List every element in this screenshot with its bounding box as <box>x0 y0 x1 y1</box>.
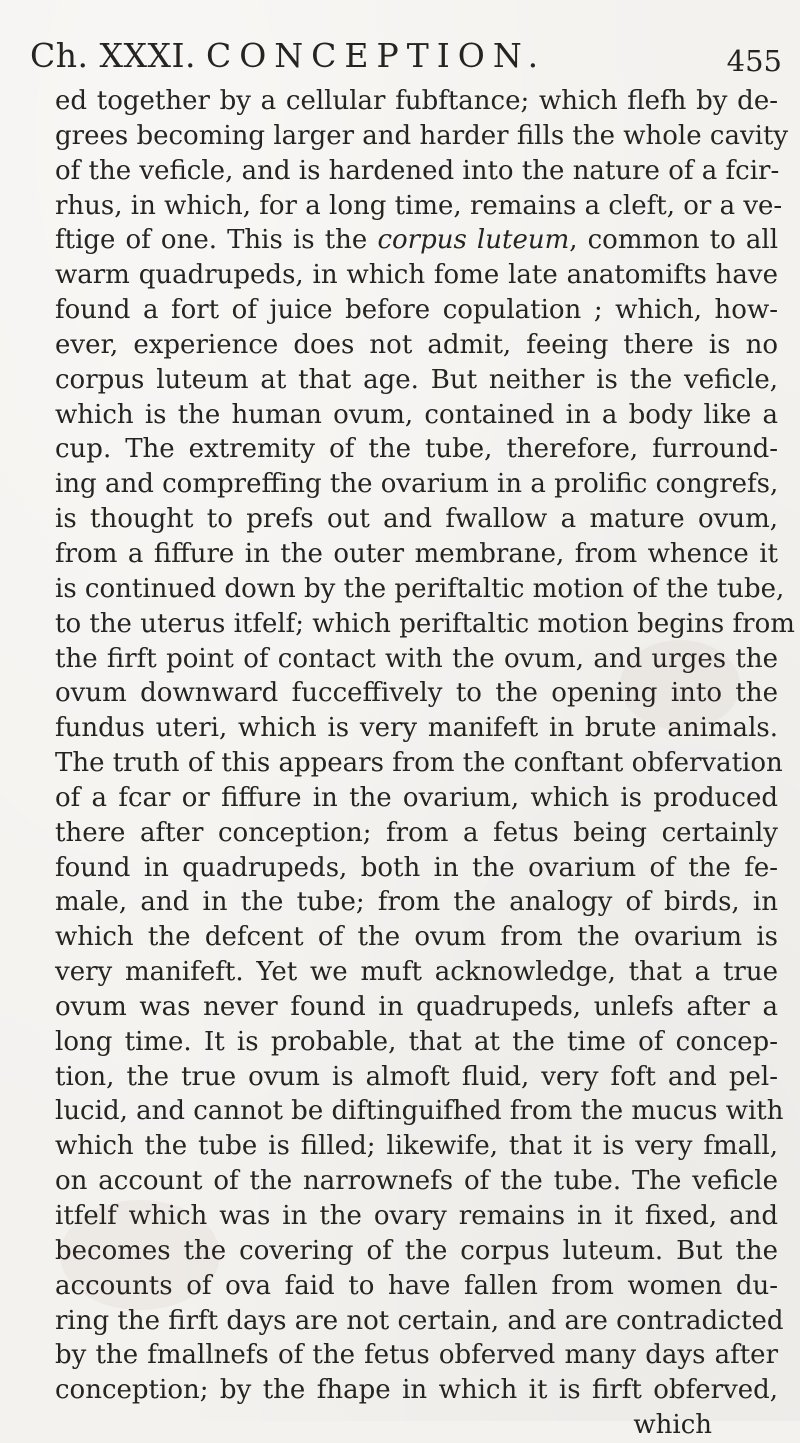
running-header <box>30 28 790 82</box>
page-number: 455 <box>726 44 782 78</box>
chapter-label: Ch. XXXI. <box>30 36 196 75</box>
text-line: warm quadrupeds, in which fome late anatomifts have <box>55 260 778 291</box>
text-line: ring the firft days are not certain, and are contradicted <box>55 1305 784 1336</box>
text-line: The truth of this appears from the conftant obfervation <box>55 748 783 779</box>
text-line: ing and compreffing the ovarium in a prolific congrefs, <box>55 469 779 500</box>
text-line: tion, the true ovum is almoft fluid, very foft and pel- <box>55 1061 778 1092</box>
text-line: cup. The extremity of the tube, therefore, furround- <box>55 434 778 465</box>
catchword: which <box>633 1410 712 1441</box>
text-line: to the uterus itfelf; which periftaltic motion begins from <box>55 608 795 639</box>
text-line: conception; by the fhape in which it is firft obferved, <box>55 1375 778 1406</box>
text-line: found a fort of juice before copulation ; which, how- <box>55 295 778 326</box>
text-line: ovum was never found in quadrupeds, unlefs after a <box>55 991 778 1022</box>
text-line: by the fmallnefs of the fetus obferved many days after <box>55 1340 778 1371</box>
text-line: is thought to prefs out and fwallow a mature ovum, <box>55 504 778 535</box>
text-line: fundus uteri, which is very manifeft in brute animals. <box>55 713 778 744</box>
text-line: on account of the narrownefs of the tube. The veficle <box>55 1166 778 1197</box>
text-line: which the defcent of the ovum from the ovarium is <box>55 922 778 953</box>
text-line: is continued down by the periftaltic motion of the tube, <box>55 573 785 604</box>
text-line: itfelf which was in the ovary remains in it fixed, and <box>55 1201 778 1231</box>
text-line: of the veficle, and is hardened into the nature of a fcir- <box>55 155 780 186</box>
text-line: male, and in the tube; from the analogy of birds, in <box>55 887 778 918</box>
text-line: rhus, in which, for a long time, remains a cleft, or a ve- <box>55 190 783 221</box>
text-line: ed together by a cellular fubftance; which flefh by de- <box>55 86 778 116</box>
body-text <box>55 84 795 1443</box>
text-line: ever, experience does not admit, feeing there is no <box>55 329 778 360</box>
text-line: very manifeft. Yet we muft acknowledge, that a true <box>55 957 778 988</box>
text-line: corpus luteum at that age. But neither is the veficle, <box>55 364 778 395</box>
text-line: accounts of ova faid to have fallen from women du- <box>55 1270 778 1301</box>
text-line: from a fiffure in the outer membrane, from whence it <box>55 538 778 569</box>
text-line: the firft point of contact with the ovum, and urges the <box>55 643 778 674</box>
text-line: lucid, and cannot be diftinguifhed from the mucus with <box>55 1096 784 1127</box>
running-title: CONCEPTION. <box>206 36 547 75</box>
text-line: which the tube is filled; likewife, that it is very fmall, <box>55 1131 778 1162</box>
text-line: becomes the covering of the corpus luteum. But the <box>55 1235 778 1266</box>
text-line: there after conception; from a fetus being certainly <box>55 817 778 848</box>
text-line: ftige of one. This is the corpus luteum, common to all <box>55 225 779 256</box>
text-line: grees becoming larger and harder fills the whole cavity <box>55 120 789 151</box>
text-line: which is the human ovum, contained in a body like a <box>55 399 778 430</box>
text-line: ovum downward fucceffively to the opening into the <box>55 678 778 709</box>
text-line: long time. It is probable, that at the time of concep- <box>55 1026 778 1057</box>
text-line: of a fcar or fiffure in the ovarium, which is produced <box>55 782 778 813</box>
text-line: found in quadrupeds, both in the ovarium of the fe- <box>55 852 778 883</box>
